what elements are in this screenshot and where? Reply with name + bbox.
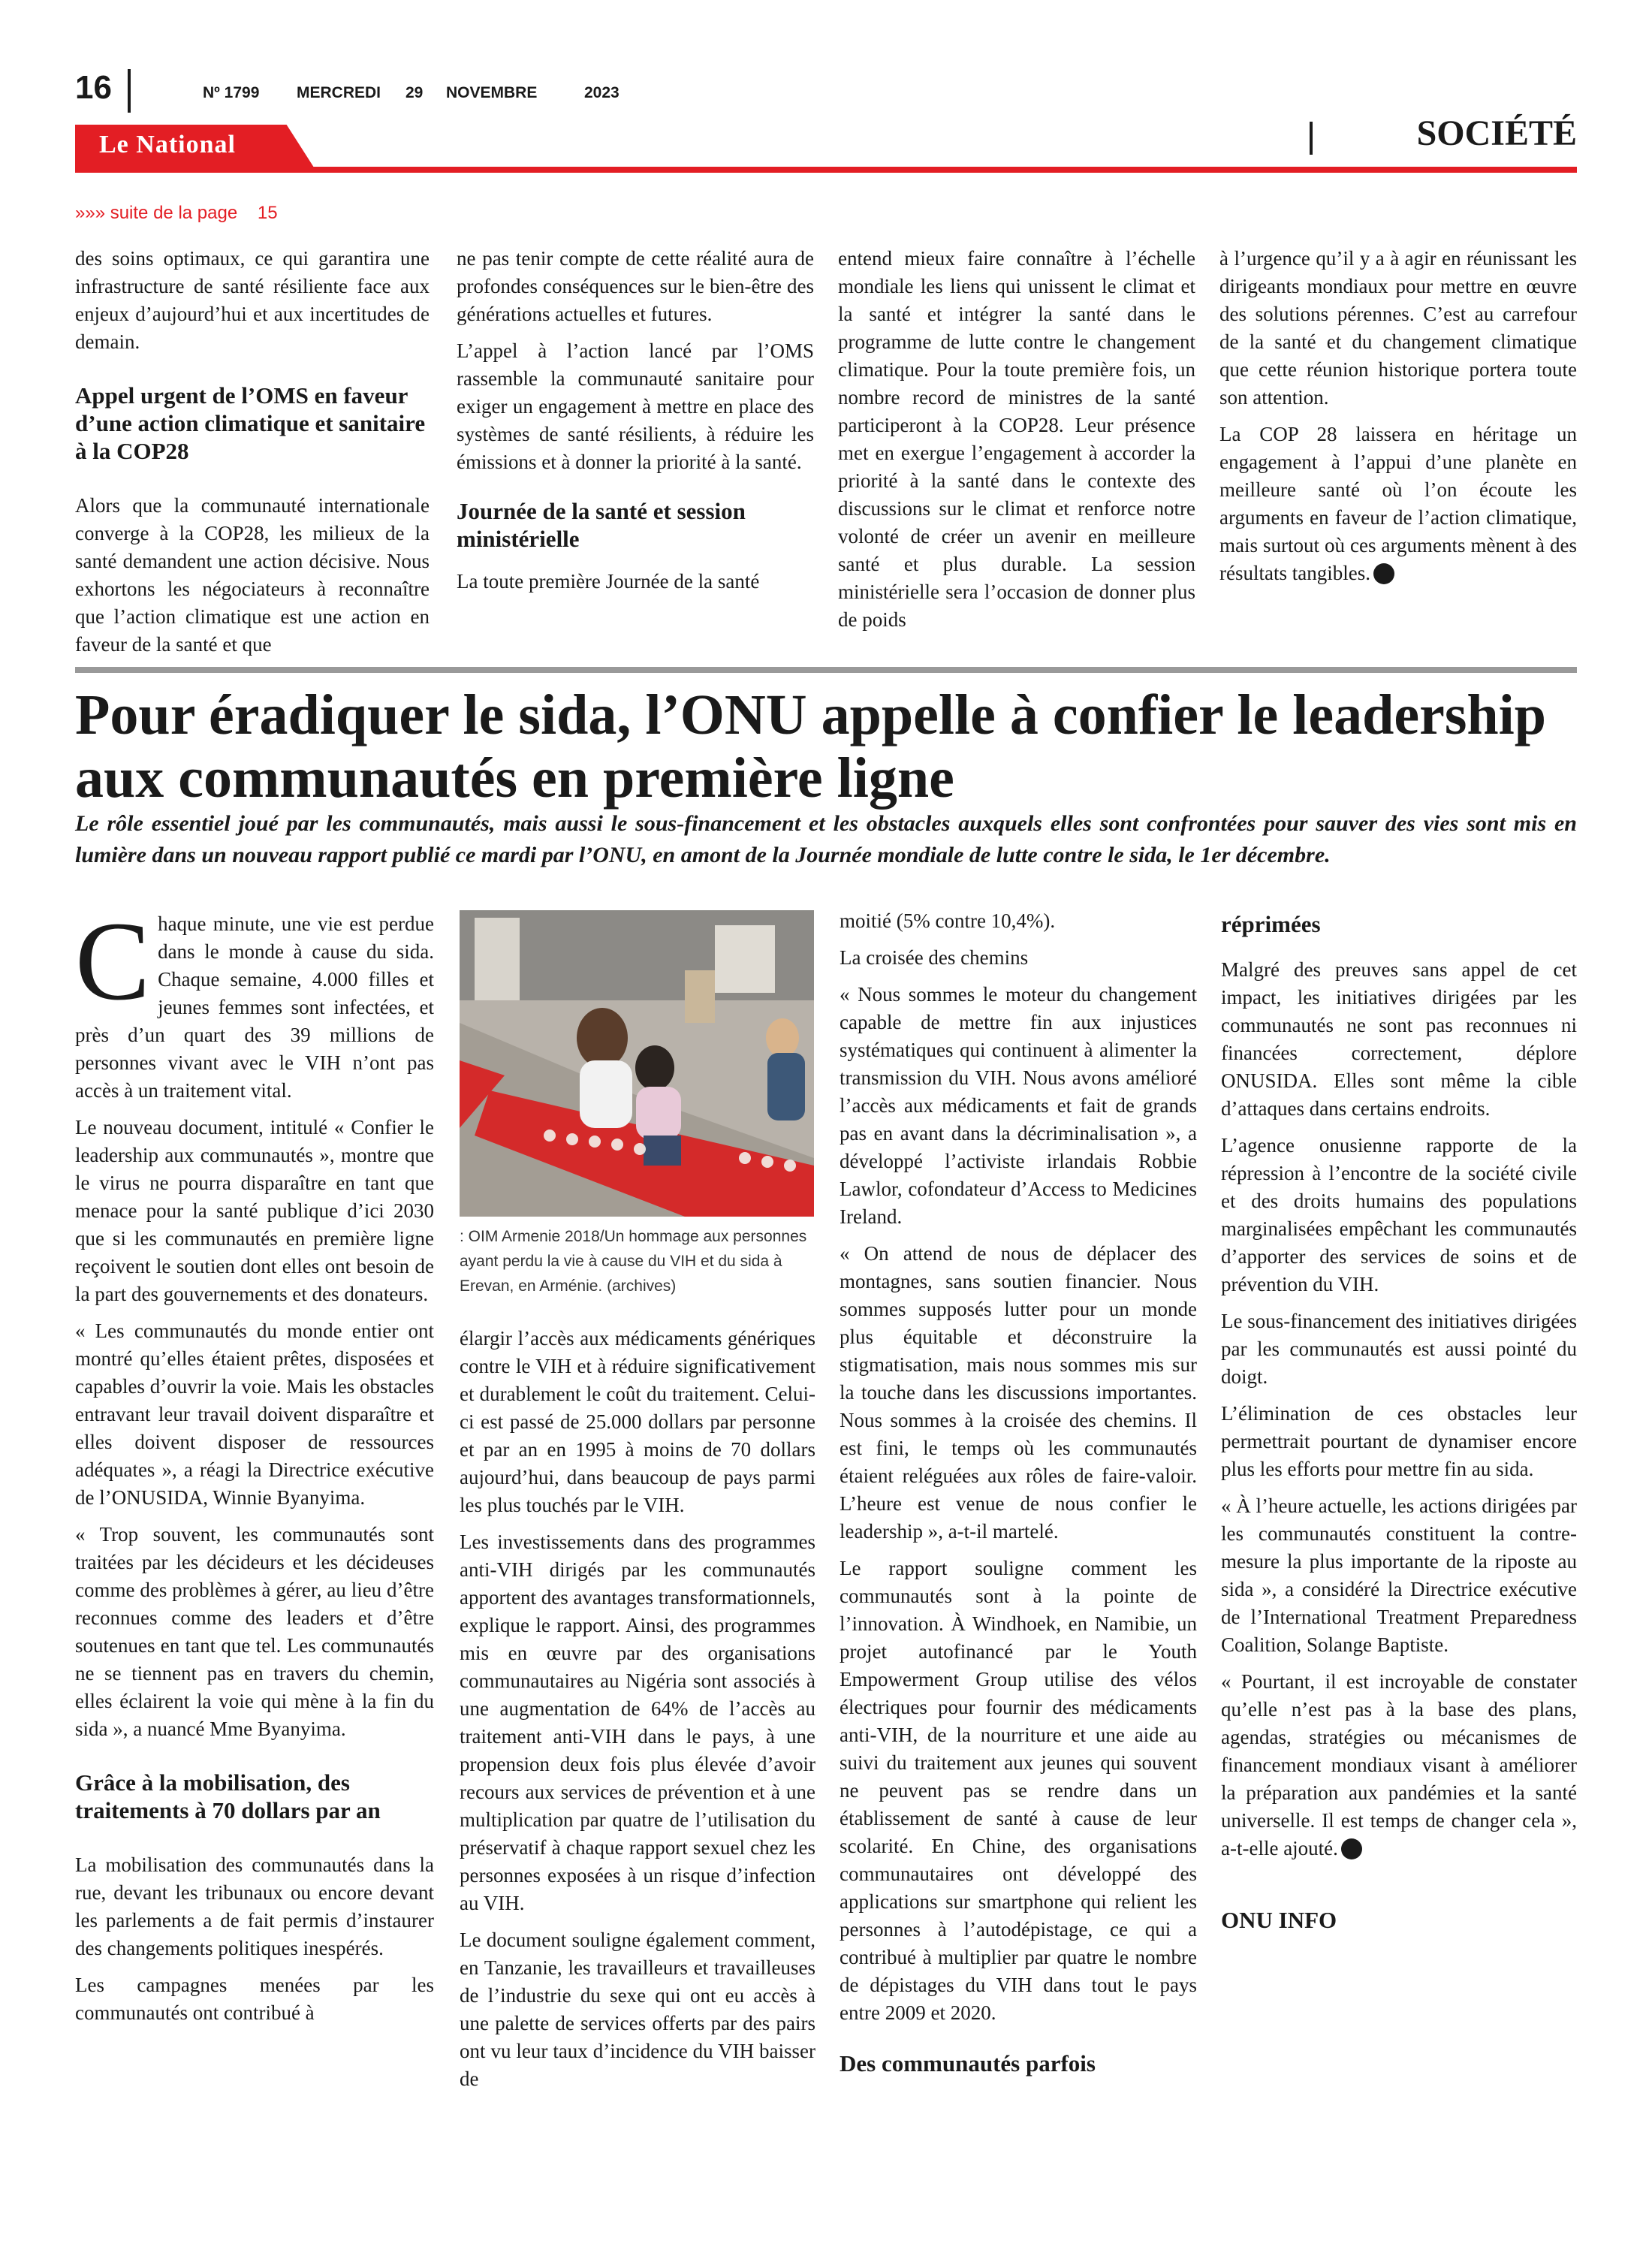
paragraph: L’agence onusienne rapporte de la répression à l’encontre de la société civile et des droits humains des populations marginalisées empêchant les communautés d’apporter des services de soins et de prévention du VIH.: [1221, 1134, 1577, 1295]
section-title: SOCIÉTÉ: [1416, 113, 1577, 153]
article-column-1: [75, 899, 434, 2036]
paragraph: [1219, 421, 1577, 587]
paragraph: Le rapport souligne comment les communautés sont à la pointe de l’innovation. À Windhoek, en Namibie, un projet autofinancé par le Youth Empowerment Group utilise des vélos électriques pour fournir des médicaments anti-VIH, de la nourriture et une aide au suivi du traitement aux jeunes qui souvent ne peuvent pas se rendre dans un établissement de santé à cause de leur scolarité. En Chine, des organisations communautaires ont développé des applications sur smartphone qui relient les personnes à l’autodépistage, ce qui a contribué à multiplier par quatre le nombre de dépistages du VIH dans tout le pays entre 2009 et 2020.: [840, 1557, 1197, 2024]
paragraph: La croisée des chemins: [840, 946, 1029, 969]
paragraph: à l’urgence qu’il y a à agir en réunissant les dirigeants mondiaux pour mettre en œuvre des solutions pérennes. C’est au carrefour de la santé et du changement climatique que cette réunion historique portera toute son attention.: [1219, 247, 1577, 409]
paragraph: [1221, 1668, 1577, 1862]
article-column-3: [840, 907, 1197, 2104]
paragraph: L’appel à l’action lancé par l’OMS rassemble la communauté sanitaire pour exiger un engagement à mettre en place des systèmes de santé résilients, à réduire les émissions et à donner la priorité à la santé.: [457, 339, 814, 473]
continuation-note: [75, 203, 278, 224]
subheading: Journée de la santé et session ministérielle: [457, 498, 746, 552]
drop-cap: C: [75, 899, 151, 1024]
issue-number: Nº 1799: [203, 84, 260, 101]
subheading: Grâce à la mobilisation, des traitements à 70 dollars par an: [75, 1769, 381, 1823]
paragraph: Le nouveau document, intitulé « Confier le leadership aux communautés », montre que le virus ne pourra disparaître en tant que menace pour la santé publique d’ici 2030 que si les communautés en première ligne reçoivent le soutien dont elles ont besoin de la part des gouvernements et des donateurs.: [75, 1116, 434, 1305]
brand-logo: [75, 125, 315, 170]
article-column-2: [460, 1325, 815, 2102]
paragraph: ne pas tenir compte de cette réalité aura de profondes conséquences sur le bien-être des générations actuelles et futures.: [457, 247, 814, 325]
paragraph: L’élimination de ces obstacles leur permettrait pourtant de dynamiser encore plus les efforts pour mettre fin au sida.: [1221, 1402, 1577, 1480]
brand-name: Le National: [99, 131, 236, 158]
paragraph: Alors que la communauté internationale converge à la COP28, les milieux de la santé demandent une action décisive. Nous exhortons les négociateurs à reconnaître que l’action climatique est une action en faveur de la santé et que: [75, 494, 430, 656]
continuation-prefix: »»» suite de la page: [75, 203, 238, 223]
paragraph: « On attend de nous de déplacer des montagnes, sans soutien financier. Nous sommes supposés lutter pour un monde plus équitable et déconstruire la stigmatisation, mais nous sommes mis sur la touche dans les discussions importantes. Nous sommes à la croisée des chemins. Il est fini, le temps où les communautés étaient reléguées aux rôles de faire-valoir. L’heure est venue de nous confier le leadership », a-t-il martelé.: [840, 1242, 1197, 1543]
photo-caption: : OIM Armenie 2018/Un hommage aux personnes ayant perdu la vie à cause du VIH et du sida à Erevan, en Arménie. (archives): [460, 1228, 807, 1295]
month: NOVEMBRE: [446, 84, 538, 101]
subheading: Des communautés parfois: [840, 2050, 1096, 2077]
paragraph: La toute première Journée de la santé: [457, 570, 760, 593]
article-title: Pour éradiquer le sida, l’ONU appelle à confier le leadership aux communautés en première ligne: [75, 683, 1547, 810]
year: 2023: [584, 84, 620, 101]
paragraph: La mobilisation des communautés dans la rue, devant les tribunaux ou encore devant les parlements a de fait permis d’instaurer des changements politiques inespérés.: [75, 1853, 434, 1959]
header-rule: [75, 167, 1577, 173]
top-column-3: [838, 245, 1195, 643]
paragraph: Le sous-financement des initiatives dirigées par les communautés est aussi pointé du doigt.: [1221, 1310, 1577, 1388]
article-separator: [75, 667, 1577, 673]
paragraph: des soins optimaux, ce qui garantira une infrastructure de santé résiliente face aux enjeux d’aujourd’hui et aux incertitudes de demain.: [75, 247, 430, 353]
paragraph: « À l’heure actuelle, les actions dirigées par les communautés constituent la contre-mesure la plus importante de la riposte au sida », a considéré la Directrice exécutive de l’International Treatment Preparedness Coalition, Solange Baptiste.: [1221, 1494, 1577, 1656]
paragraph: moitié (5% contre 10,4%).: [840, 909, 1056, 932]
paragraph-text: haque minute, une vie est perdue dans le monde à cause du sida. Chaque semaine, 4.000 filles et jeunes femmes sont infectées, et près d’un quart des 39 millions de personnes vivant avec le VIH n’ont pas accès à un traitement vital.: [75, 912, 434, 1102]
paragraph: « Trop souvent, les communautés sont traitées par les décideurs et les décideuses comme des problèmes à gérer, au lieu d’être reconnues comme des leaders et d’être soutenues en tant que tel. Les communautés ne se tiennent pas en travers du chemin, elles éclairent la voie qui mène à la fin du sida », a nuancé Mme Byanyima.: [75, 1523, 434, 1740]
day: 29: [405, 84, 424, 101]
subheading: Appel urgent de l’OMS en faveur d’une action climatique et sanitaire à la COP28: [75, 382, 426, 464]
paragraph: Le document souligne également comment, en Tanzanie, les travailleurs et travailleuses de l’industrie du sexe qui ont eu accès à une palette de services offerts par des pairs ont vu leur taux d’incidence du VIH baisser de: [460, 1929, 815, 2090]
section-divider: [1310, 122, 1313, 155]
paragraph-text: « Pourtant, il est incroyable de constater qu’elle n’est pas à la base des plans, agendas, stratégies ou mécanismes de financement mondiaux visant à améliorer la préparation aux pandémies et la santé universelle. Il est temps de changer cela », a-t-elle ajouté.: [1221, 1670, 1577, 1859]
article-lead: Le rôle essentiel joué par les communautés, mais aussi le sous-financement et les obstacles auxquels elles sont confrontées pour sauver des vies sont mis en lumière dans un nouveau rapport publié ce mardi par l’ONU, en amont de la Journée mondiale de lutte contre le sida, le 1er décembre.: [75, 811, 1577, 867]
paragraph: Les campagnes menées par les communautés ont contribué à: [75, 1974, 434, 2024]
article-column-4: [1221, 910, 1577, 1934]
top-column-4: [1219, 245, 1577, 596]
end-mark-icon: [1341, 1838, 1362, 1859]
paragraph: « Nous sommes le moteur du changement capable de mettre fin aux injustices systématiques qui continuent à alimenter la transmission du VIH. Nous avons amélioré l’accès aux médicaments et fait de grands pas en avant dans la décriminalisation », a développé l’activiste irlandais Robbie Lawlor, cofondateur d’Access to Medicines Ireland.: [840, 983, 1197, 1228]
header-divider: [128, 69, 131, 113]
subheading: réprimées: [1221, 911, 1321, 937]
paragraph: [75, 899, 434, 1105]
page-number: 16: [75, 69, 112, 106]
article-photo: [460, 910, 814, 1217]
paragraph-text: La COP 28 laissera en héritage un engagement à l’appui d’une planète en meilleure santé où l’on écoute les arguments en faveur de l’action climatique, mais surtout où ces arguments mènent à des résultats tangibles.: [1219, 423, 1577, 584]
paragraph: élargir l’accès aux médicaments génériques contre le VIH et à réduire significativement et durablement le coût du traitement. Celui-ci est passé de 25.000 dollars par personne et par an en 1995 à moins de 70 dollars aujourd’hui, dans beaucoup de pays parmi les plus touchés par le VIH.: [460, 1327, 815, 1516]
top-column-1: [75, 245, 430, 668]
weekday: MERCREDI: [297, 84, 381, 101]
top-column-2: [457, 245, 814, 605]
paragraph: Les investissements dans des programmes anti-VIH dirigés par les communautés apportent des avantages transformationnels, explique le rapport. Ainsi, des programmes mis en œuvre par des organisations communautaires au Nigéria sont associés à une augmentation de 64% de l’accès au traitement anti-VIH dans le pays, à une propension deux fois plus élevée d’avoir recours aux services de prévention et à une multiplication par quatre de l’utilisation du préservatif à chaque rapport sexuel chez les personnes exposées à un risque d’infection au VIH.: [460, 1531, 815, 1914]
end-mark-icon: [1373, 563, 1394, 584]
continuation-page: 15: [257, 203, 278, 223]
paragraph: entend mieux faire connaître à l’échelle mondiale les liens qui unissent le climat et la santé et intégrer la santé dans le programme de lutte contre le changement climatique. Pour la toute première fois, un nombre record de ministres de la santé participeront à la COP28. Leur présence met en exergue l’engagement à accorder la priorité à la santé dans le contexte des discussions sur le climat et renforce notre volonté de créer un avenir en meilleure santé et plus durable. La session ministérielle sera l’occasion de donner plus de poids: [838, 247, 1195, 631]
paragraph: Malgré des preuves sans appel de cet impact, les initiatives dirigées par les communautés ne sont pas reconnues ni financées correctement, déplore ONUSIDA. Elles sont même la cible d’attaques dans certains endroits.: [1221, 958, 1577, 1120]
paragraph: « Les communautés du monde entier ont montré qu’elles étaient prêtes, disposées et capables d’ouvrir la voie. Mais les obstacles entravant leur travail doivent disparaître et elles doivent disposer de ressources adéquates », a réagi la Directrice exécutive de l’ONUSIDA, Winnie Byanyima.: [75, 1320, 434, 1509]
article-signature: ONU INFO: [1221, 1907, 1337, 1933]
